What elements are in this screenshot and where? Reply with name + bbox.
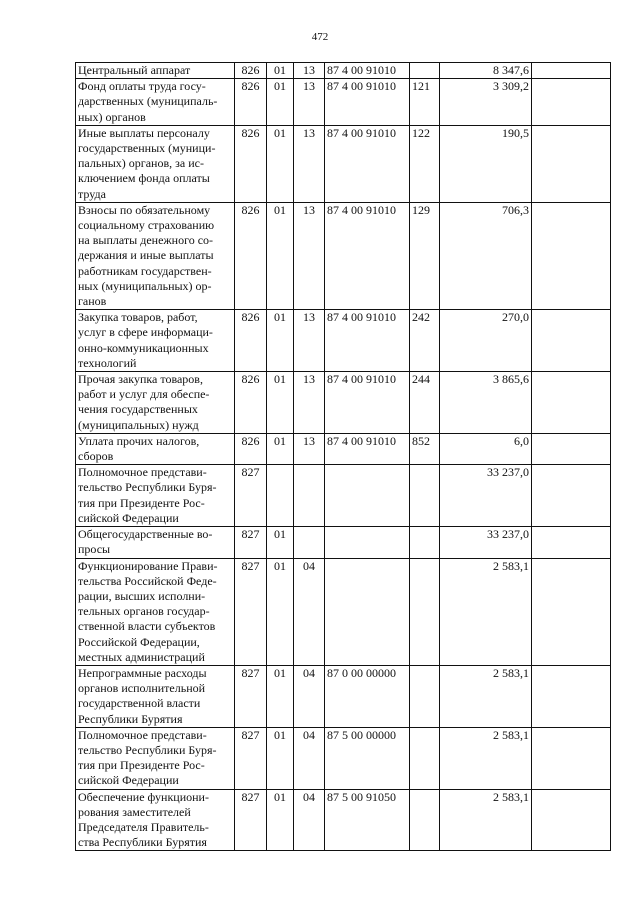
table-row (76, 63, 611, 79)
expense-name-line: государственных (муници- (78, 141, 216, 156)
cell-expense-name (76, 63, 235, 79)
cell-grbs-code: 827 (235, 665, 267, 727)
cell-target-article-code: 87 5 00 91050 (325, 789, 410, 851)
cell-section-code: 01 (267, 310, 294, 372)
cell-grbs-code: 826 (235, 433, 267, 464)
cell-amount: 2 583,1 (440, 727, 532, 789)
cell-subsection-code: 13 (294, 79, 325, 126)
cell-target-article-code: 87 5 00 00000 (325, 727, 410, 789)
expense-name-line: чения государственных (78, 402, 198, 417)
cell-empty (532, 789, 611, 851)
cell-target-article-code: 87 4 00 91010 (325, 79, 410, 126)
cell-target-article-code: 87 4 00 91010 (325, 63, 410, 79)
expense-name-line: Непрограммные расходы (78, 665, 207, 680)
cell-empty (532, 665, 611, 727)
cell-subsection-code (294, 527, 325, 558)
expense-name-line: просы (78, 542, 111, 557)
cell-empty (532, 125, 611, 202)
cell-grbs-code: 826 (235, 372, 267, 434)
cell-grbs-code: 826 (235, 202, 267, 309)
expense-name-line: местных администраций (78, 649, 205, 664)
cell-amount: 33 237,0 (440, 527, 532, 558)
cell-empty (532, 527, 611, 558)
cell-expense-name (76, 558, 235, 665)
cell-target-article-code (325, 465, 410, 527)
expense-name-line: Фонд оплаты труда госу- (78, 79, 206, 94)
expense-name-line: сборов (78, 449, 114, 464)
expense-name-line: Взносы по обязательному (78, 202, 211, 217)
cell-section-code: 01 (267, 79, 294, 126)
cell-amount: 2 583,1 (440, 665, 532, 727)
cell-expense-type-code: 121 (410, 79, 440, 126)
cell-expense-name (76, 465, 235, 527)
cell-empty (532, 202, 611, 309)
cell-subsection-code: 13 (294, 433, 325, 464)
cell-expense-type-code (410, 727, 440, 789)
cell-expense-name (76, 125, 235, 202)
expense-name-line: труда (78, 186, 106, 201)
cell-section-code: 01 (267, 63, 294, 79)
cell-target-article-code: 87 4 00 91010 (325, 433, 410, 464)
cell-amount: 270,0 (440, 310, 532, 372)
expense-name-line: ных) органов (78, 109, 146, 124)
table-body (76, 63, 611, 851)
cell-grbs-code: 827 (235, 558, 267, 665)
cell-expense-type-code: 244 (410, 372, 440, 434)
cell-expense-type-code (410, 63, 440, 79)
table-row (76, 372, 611, 434)
expense-name-line: тия при Президенте Рос- (78, 495, 205, 510)
cell-expense-name (76, 727, 235, 789)
expense-name-line: Иные выплаты персоналу (78, 125, 210, 140)
cell-expense-name (76, 433, 235, 464)
table-row (76, 665, 611, 727)
table-row (76, 310, 611, 372)
expense-name-line: органов исполнительной (78, 681, 206, 696)
expense-name-line: ключением фонда оплаты (78, 171, 210, 186)
cell-target-article-code: 87 4 00 91010 (325, 310, 410, 372)
expense-name-line: сийской Федерации (78, 510, 179, 525)
cell-section-code: 01 (267, 433, 294, 464)
cell-amount: 6,0 (440, 433, 532, 464)
cell-expense-type-code: 242 (410, 310, 440, 372)
cell-empty (532, 558, 611, 665)
cell-expense-name (76, 79, 235, 126)
cell-grbs-code: 826 (235, 79, 267, 126)
cell-amount: 190,5 (440, 125, 532, 202)
cell-amount: 2 583,1 (440, 558, 532, 665)
cell-section-code: 01 (267, 202, 294, 309)
cell-subsection-code (294, 465, 325, 527)
expense-name-line: тельства Российской Феде- (78, 573, 217, 588)
cell-section-code: 01 (267, 558, 294, 665)
expense-name-line: Республики Бурятия (78, 711, 183, 726)
expense-name-line: технологий (78, 355, 137, 370)
cell-expense-type-code (410, 465, 440, 527)
cell-empty (532, 727, 611, 789)
cell-expense-type-code (410, 665, 440, 727)
cell-amount: 3 865,6 (440, 372, 532, 434)
budget-table (75, 62, 611, 851)
expense-name-line: тельство Республики Буря- (78, 742, 217, 757)
cell-section-code: 01 (267, 789, 294, 851)
cell-amount: 33 237,0 (440, 465, 532, 527)
cell-expense-type-code: 122 (410, 125, 440, 202)
expense-name-line: тия при Президенте Рос- (78, 758, 205, 773)
cell-section-code: 01 (267, 372, 294, 434)
cell-grbs-code: 827 (235, 527, 267, 558)
table-row (76, 433, 611, 464)
table-row (76, 79, 611, 126)
page-number: 472 (311, 31, 329, 43)
cell-empty (532, 465, 611, 527)
table-row (76, 125, 611, 202)
table-row (76, 558, 611, 665)
cell-amount: 3 309,2 (440, 79, 532, 126)
expense-name-line: пальных) органов, за ис- (78, 156, 204, 171)
cell-target-article-code: 87 4 00 91010 (325, 372, 410, 434)
cell-expense-name (76, 202, 235, 309)
cell-grbs-code: 827 (235, 789, 267, 851)
cell-section-code (267, 465, 294, 527)
expense-name-line: рования заместителей (78, 804, 191, 819)
expense-name-line: ства Республики Бурятия (78, 835, 207, 850)
cell-empty (532, 63, 611, 79)
cell-target-article-code: 87 4 00 91010 (325, 125, 410, 202)
cell-expense-type-code (410, 558, 440, 665)
expense-name-line: держания и иные выплаты (78, 248, 214, 263)
cell-expense-name (76, 527, 235, 558)
table-row (76, 202, 611, 309)
cell-expense-type-code (410, 789, 440, 851)
cell-expense-name (76, 372, 235, 434)
expense-name-line: Центральный аппарат (78, 63, 191, 77)
cell-empty (532, 310, 611, 372)
expense-name-line: дарственных (муниципаль- (78, 94, 218, 109)
cell-empty (532, 372, 611, 434)
cell-subsection-code: 13 (294, 372, 325, 434)
expense-name-line: ственной власти субъектов (78, 619, 216, 634)
cell-expense-name (76, 310, 235, 372)
cell-section-code: 01 (267, 727, 294, 789)
cell-grbs-code: 826 (235, 310, 267, 372)
expense-name-line: ных (муниципальных) ор- (78, 278, 212, 293)
cell-target-article-code (325, 558, 410, 665)
table-row (76, 465, 611, 527)
cell-subsection-code: 13 (294, 310, 325, 372)
cell-section-code: 01 (267, 125, 294, 202)
cell-subsection-code: 04 (294, 558, 325, 665)
table-row (76, 527, 611, 558)
expense-name-line: Функционирование Прави- (78, 558, 218, 573)
cell-empty (532, 79, 611, 126)
expense-name-line: работ и услуг для обеспе- (78, 387, 210, 402)
cell-subsection-code: 04 (294, 665, 325, 727)
expense-name-line: государственной власти (78, 696, 201, 711)
expense-name-line: ганов (78, 294, 107, 309)
cell-subsection-code: 13 (294, 125, 325, 202)
cell-amount: 706,3 (440, 202, 532, 309)
expense-name-line: социальному страхованию (78, 218, 215, 233)
expense-name-line: Российской Федерации, (78, 634, 200, 649)
cell-subsection-code: 04 (294, 789, 325, 851)
cell-grbs-code: 827 (235, 727, 267, 789)
cell-grbs-code: 826 (235, 63, 267, 79)
cell-section-code: 01 (267, 665, 294, 727)
table-row (76, 789, 611, 851)
cell-expense-name (76, 665, 235, 727)
cell-target-article-code: 87 0 00 00000 (325, 665, 410, 727)
cell-expense-name (76, 789, 235, 851)
expense-name-line: тельных органов государ- (78, 604, 210, 619)
expense-name-line: Полномочное представи- (78, 465, 207, 480)
cell-target-article-code: 87 4 00 91010 (325, 202, 410, 309)
cell-expense-type-code: 852 (410, 433, 440, 464)
cell-amount: 2 583,1 (440, 789, 532, 851)
expense-name-line: Обеспечение функциони- (78, 789, 209, 804)
cell-target-article-code (325, 527, 410, 558)
expense-name-line: Полномочное представи- (78, 727, 207, 742)
expense-name-line: услуг в сфере информаци- (78, 325, 213, 340)
expense-name-line: Закупка товаров, работ, (78, 310, 198, 325)
expense-name-line: тельство Республики Буря- (78, 480, 217, 495)
expense-name-line: рации, высших исполни- (78, 588, 206, 603)
table-row (76, 727, 611, 789)
cell-subsection-code: 13 (294, 63, 325, 79)
cell-expense-type-code: 129 (410, 202, 440, 309)
expense-name-line: работникам государствен- (78, 263, 212, 278)
expense-name-line: на выплаты денежного со- (78, 233, 214, 248)
expense-name-line: сийской Федерации (78, 773, 179, 788)
cell-amount: 8 347,6 (440, 63, 532, 79)
expense-name-line: Прочая закупка товаров, (78, 372, 203, 387)
expense-name-line: Уплата прочих налогов, (78, 433, 200, 448)
cell-grbs-code: 826 (235, 125, 267, 202)
cell-empty (532, 433, 611, 464)
cell-expense-type-code (410, 527, 440, 558)
expense-name-line: Общегосударственные во- (78, 527, 213, 542)
cell-section-code: 01 (267, 527, 294, 558)
expense-name-line: (муниципальных) нужд (78, 417, 199, 432)
cell-subsection-code: 04 (294, 727, 325, 789)
expense-name-line: онно-коммуникационных (78, 340, 209, 355)
cell-subsection-code: 13 (294, 202, 325, 309)
expense-name-line: Председателя Правитель- (78, 819, 209, 834)
cell-grbs-code: 827 (235, 465, 267, 527)
